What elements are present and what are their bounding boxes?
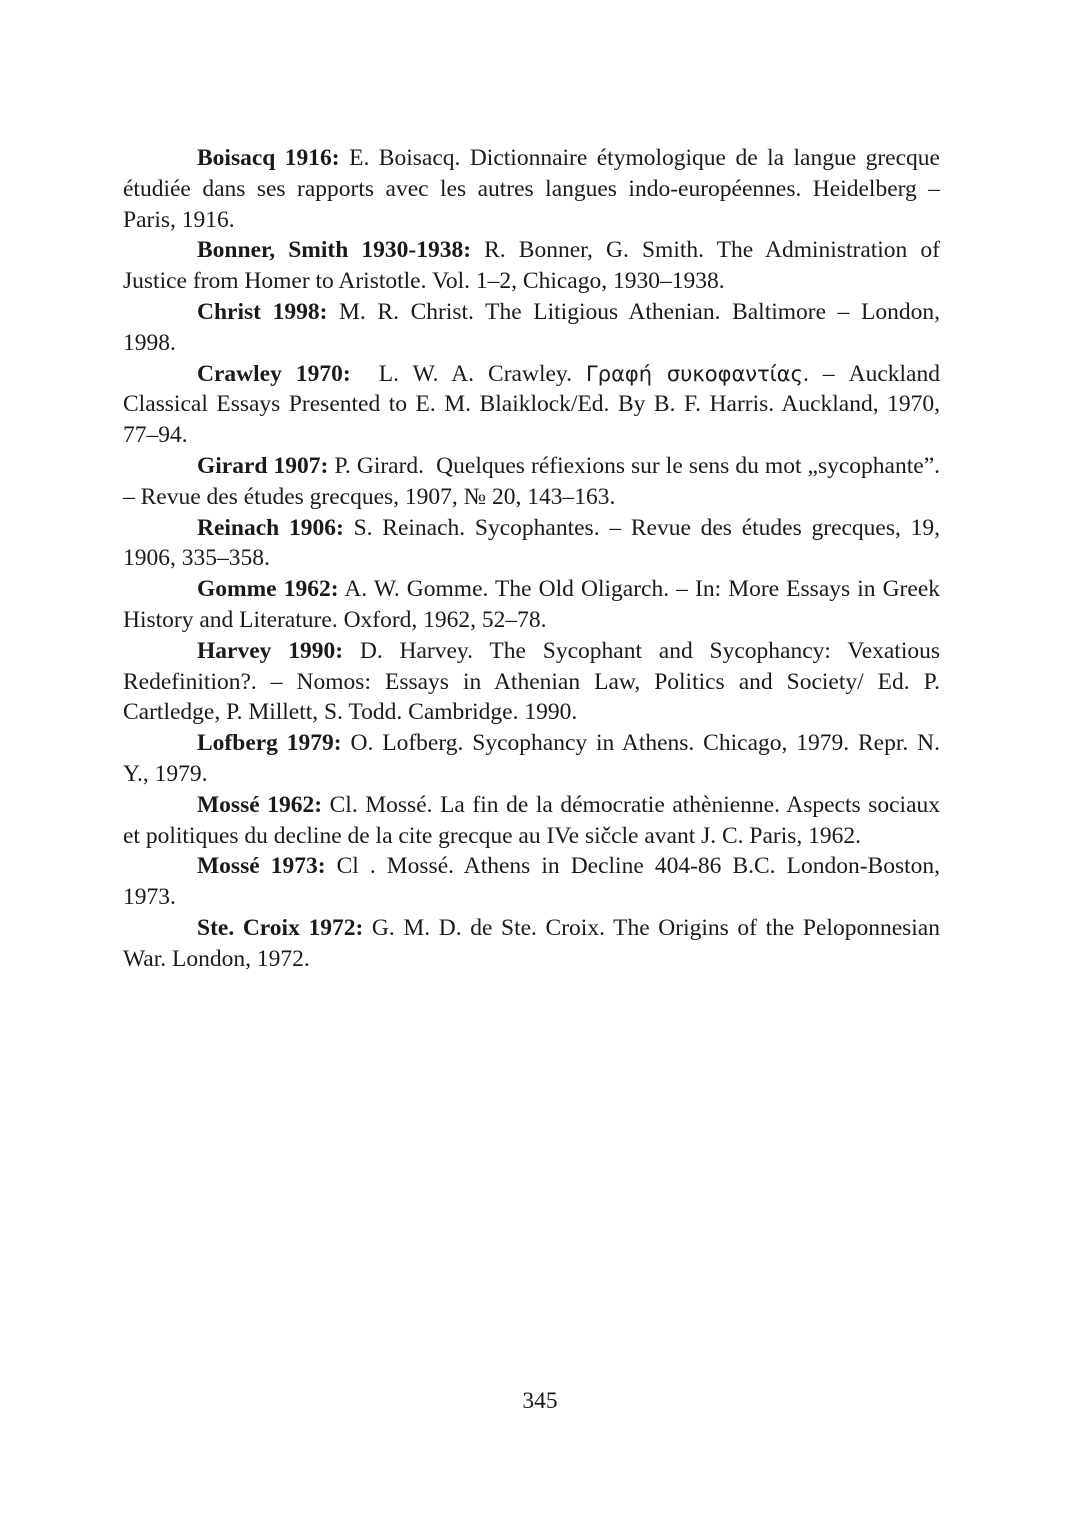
reference-entry (123, 451, 946, 513)
reference-entry (123, 851, 940, 913)
reference-entry (123, 790, 940, 852)
reference-text: E. Boisacq. Dictionnaire étymologique de la langue grecque étudiée dans ses rapports avec les autres langues indo-européennes. Heidelberg – Paris, 1916. (123, 145, 940, 233)
reference-text-before: L. W. A. Crawley. (350, 360, 587, 387)
reference-key: Reinach 1906: (197, 514, 344, 541)
page-number: 345 (522, 1388, 558, 1414)
reference-key: Crawley 1970: (197, 360, 351, 387)
reference-text: . – Auckland Classical Essays Presented to E. M. Blaiklock/Ed. By B. F. Harris. Auckland, 1970, 77–94. (123, 360, 946, 449)
reference-entry (123, 513, 940, 575)
reference-text: D. Harvey. The Sycophant and Sycophancy: Vexatious Redefinition?. – Nomos: Essays in Athenian Law, Politics and Society/ Ed. P. Cartledge, P. Millett, S. Todd. Cambridge. 1990. (123, 637, 941, 726)
reference-key: Ste. Croix 1972: (197, 914, 364, 941)
reference-text: O. Lofberg. Sycophancy in Athens. Chicago, 1979. Repr. N. Y., 1979. (123, 730, 940, 787)
reference-key: Boisacq 1916: (197, 145, 340, 171)
reference-entry (123, 359, 946, 451)
reference-entry (123, 143, 940, 235)
reference-text: G. M. D. de Ste. Croix. The Origins of the Peloponnesian War. London, 1972. (123, 914, 940, 972)
reference-text: R. Bonner, G. Smith. The Administration of Justice from Homer to Aristotle. Vol. 1–2, Chicago, 1930–1938. (123, 237, 940, 295)
bibliography-list (123, 143, 946, 975)
reference-text: M. R. Christ. The Litigious Athenian. Baltimore – London, 1998. (123, 298, 940, 356)
reference-text: S. Reinach. Sycophantes. – Revue des études grecques, 19, 1906, 335–358. (123, 514, 941, 572)
reference-key: Mossé 1973: (197, 853, 326, 880)
reference-key: Bonner, Smith 1930-1938: (197, 237, 472, 264)
reference-key: Christ 1998: (197, 298, 328, 325)
reference-entry (123, 728, 940, 790)
reference-text: P. Girard. Quelques réfiexions sur le sens du mot „sycophante”. – Revue des études grecques, 1907, № 20, 143–163. (123, 452, 946, 510)
reference-entry (123, 297, 940, 359)
reference-key: Lofberg 1979: (197, 730, 342, 757)
reference-text: A. W. Gomme. The Old Oligarch. – In: More Essays in Greek History and Literature. Oxford, 1962, 52–78. (123, 576, 940, 633)
reference-text: Cl. Mossé. La fin de la démocratie athènienne. Aspects sociaux et politiques du decline de la cite grecque au IVe sičcle avant J. C. Paris, 1962. (123, 791, 940, 849)
reference-text: Cl . Mossé. Athens in Decline 404-86 B.C. London-Boston, 1973. (123, 853, 940, 911)
reference-key: Gomme 1962: (197, 576, 339, 603)
reference-key: Girard 1907: (197, 452, 329, 479)
greek-title: Γραφή συκοφαντίας (586, 361, 803, 386)
reference-entry (123, 235, 940, 297)
reference-key: Harvey 1990: (197, 637, 344, 664)
reference-entry (123, 574, 940, 636)
reference-entry (123, 636, 940, 728)
reference-key: Mossé 1962: (197, 791, 323, 818)
reference-entry (123, 913, 940, 975)
